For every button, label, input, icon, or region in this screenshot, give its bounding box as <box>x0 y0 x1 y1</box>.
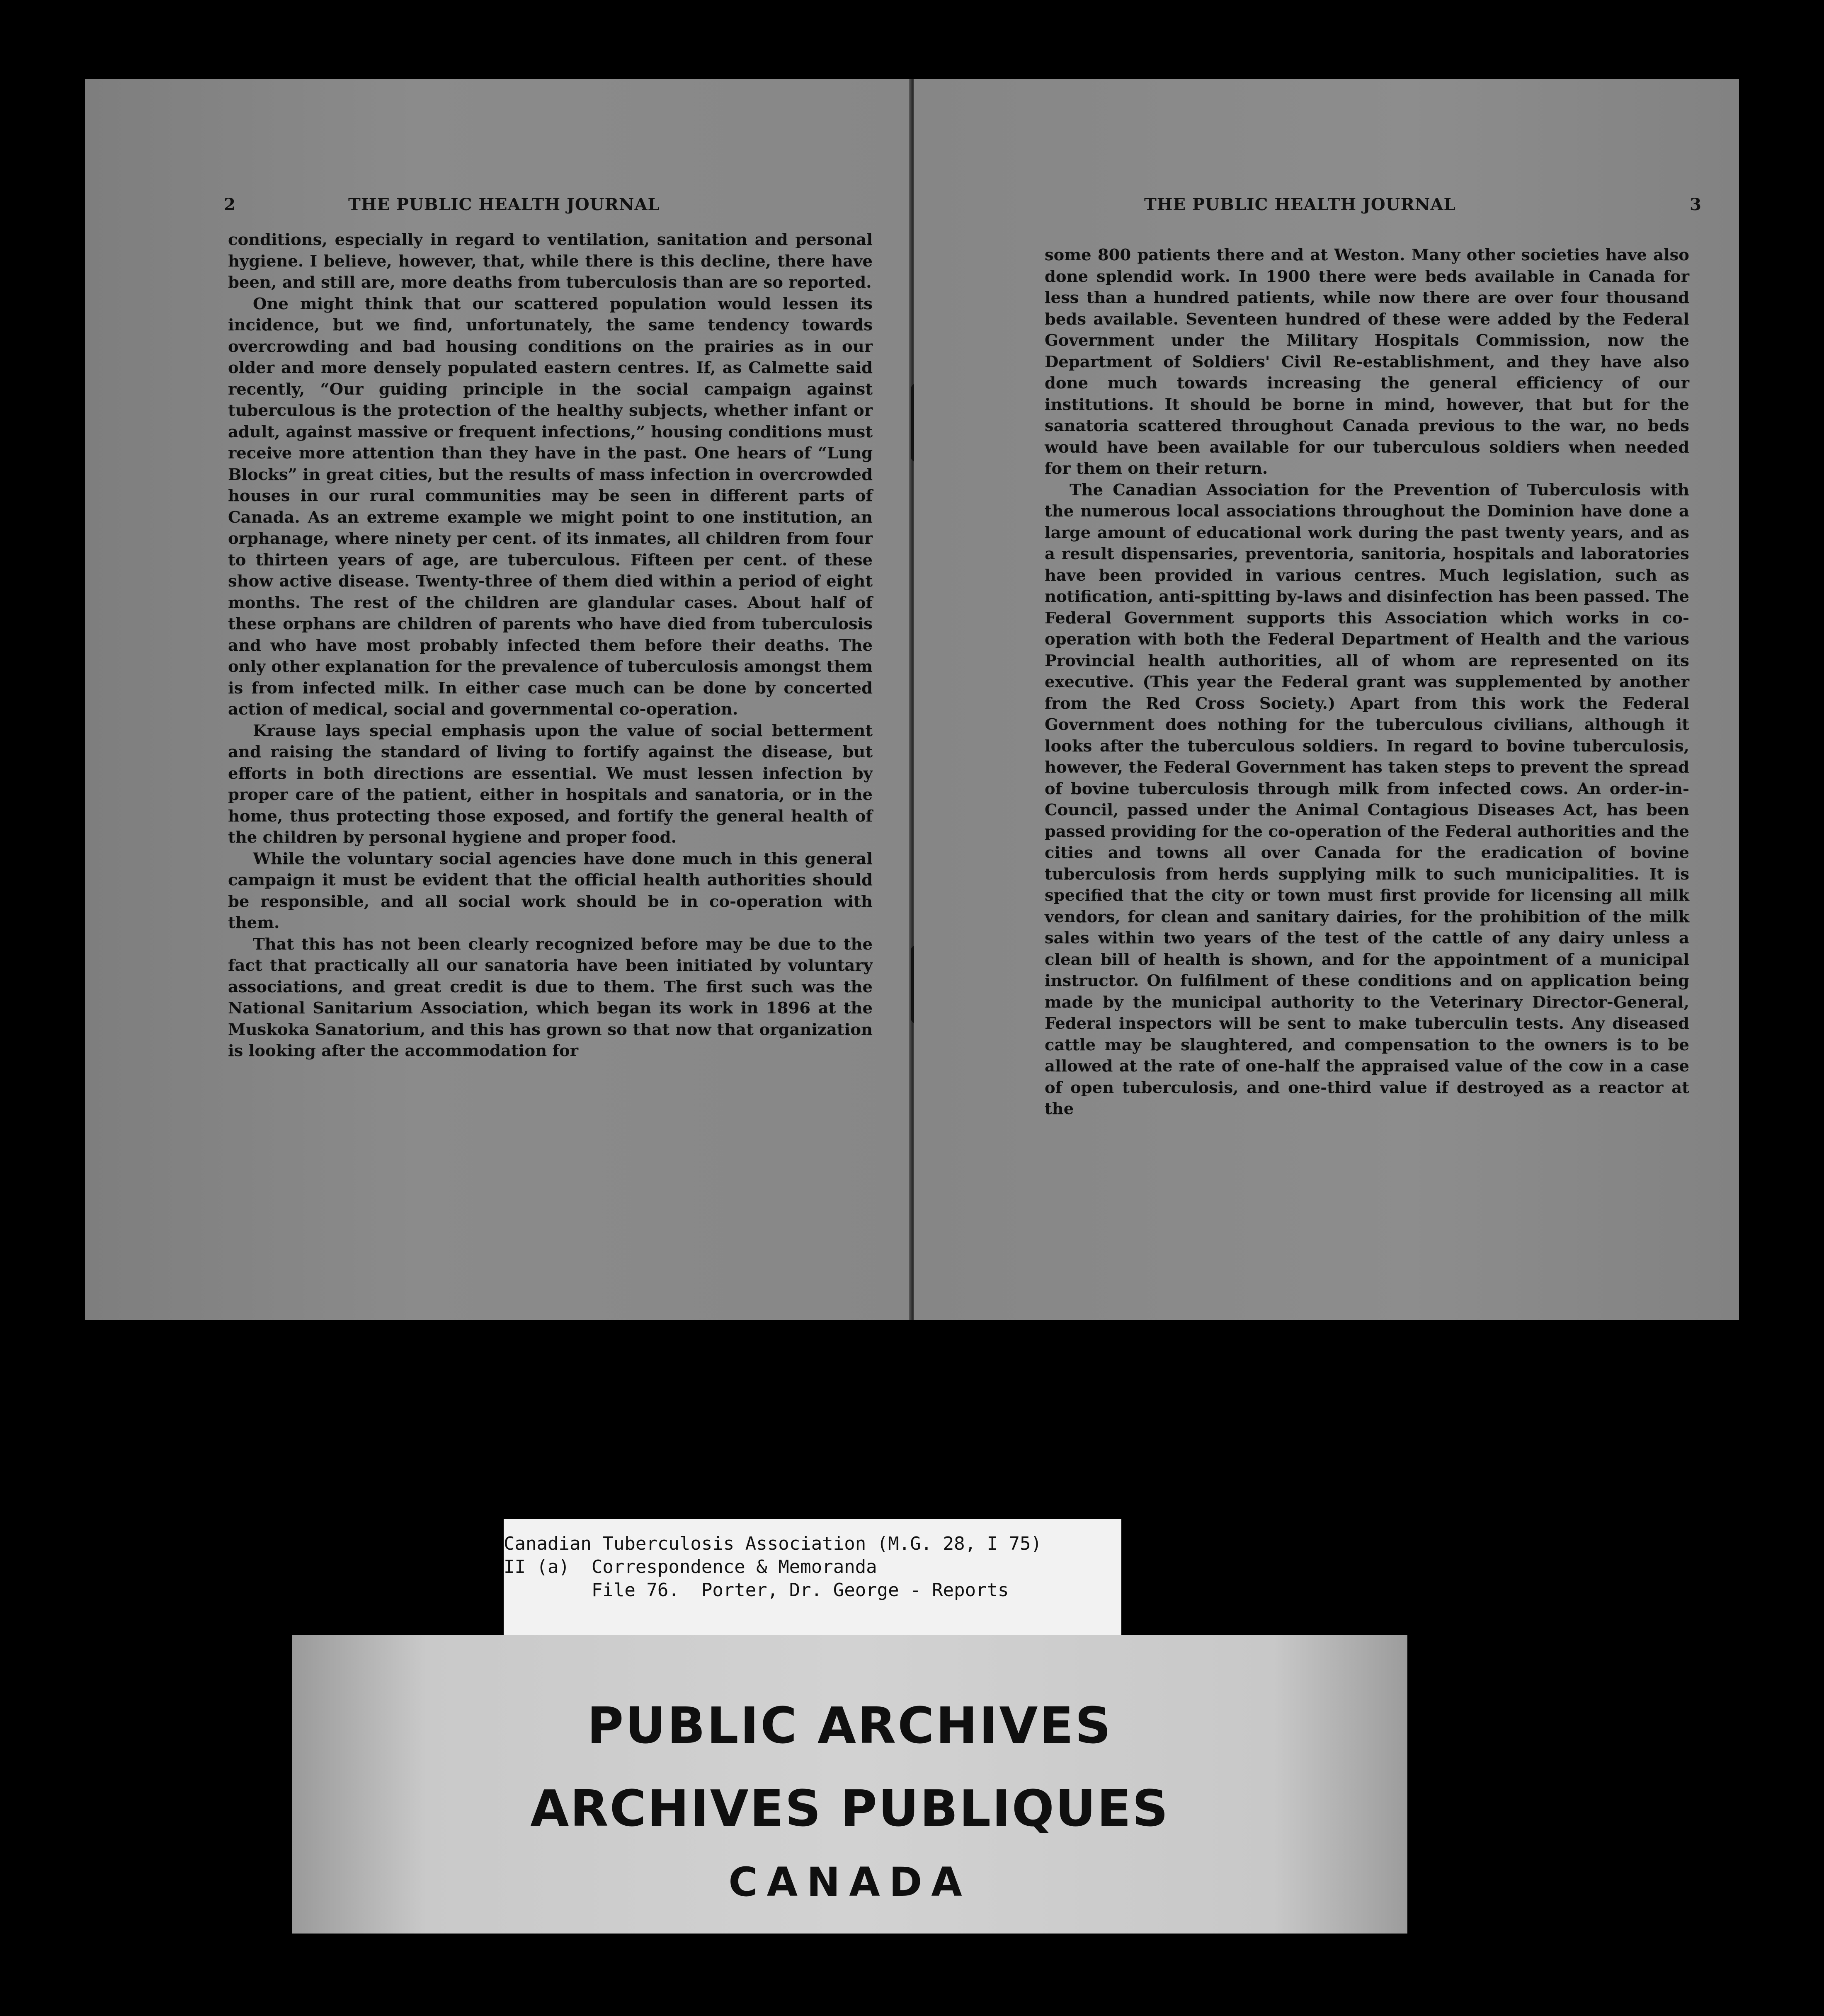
right-body-text <box>1045 245 1689 1120</box>
card-line-series: II (a) Correspondence & Memoranda <box>504 1556 877 1577</box>
left-paragraph: Krause lays special emphasis upon the value of social betterment and raising the standard of living to fortify against the disease, but efforts in both directions are essential. We must lessen infection by proper care of the patient, either in hospitals and sanatoria, or in the home, thus protecting those exposed, and fortify the general health of the children by personal hygiene and proper food. <box>228 721 873 847</box>
right-page <box>914 79 1739 1320</box>
right-paragraph: some 800 patients there and at Weston. Many other societies have also done splendid work. In 1900 there were beds available in Canada for less than a hundred patients, while now there are over four thousand beds available. Seventeen hundred of these were added by the Federal Government under the Military Hospitals Commission, now the Department of Soldiers' Civil Re-establishment, and they have also done much towards increasing the general efficiency of our institutions. It should be borne in mind, however, that but for the sanatoria scattered throughout Canada previous to the war, no beds would have been available for our tuberculous soldiers when needed for them on their return. <box>1045 246 1689 478</box>
banner-public-archives: PUBLIC ARCHIVES <box>587 1697 1113 1755</box>
journal-spread <box>85 79 1739 1320</box>
archives-banner <box>292 1635 1407 1934</box>
left-running-head <box>224 195 879 220</box>
archive-reference-card <box>504 1519 1121 1639</box>
left-paragraph: While the voluntary social agencies have done much in this general campaign it must be evident that the official health authorities should be responsible, and all social work should be in co-operation with them. <box>228 849 873 932</box>
left-body-text <box>228 229 873 1062</box>
card-line-file: File 76. Porter, Dr. George - Reports <box>504 1580 1009 1601</box>
left-page-number: 2 <box>224 195 236 214</box>
right-running-head <box>1144 195 1702 220</box>
left-paragraph: conditions, especially in regard to ventilation, sanitation and personal hygiene. I believe, however, that, while there is this decline, there have been, and still are, more deaths from tuberculosis than are so reported. <box>228 230 873 292</box>
right-paragraph: The Canadian Association for the Prevention of Tuberculosis with the numerous local associations throughout the Dominion have done a large amount of educational work during the past twenty years, and as a result dispensaries, preventoria, sanitoria, hospitals and laboratories have been provided in various centres. Much legislation, such as notification, anti-spitting by-laws and disinfection has been passed. The Federal Government supports this Association which works in co-operation with both the Federal Department of Health and the various Provincial health authorities, all of whom are represented on its executive. (This year the Federal grant was supplemented by another from the Red Cross Society.) Apart from this work the Federal Government does nothing for the tuberculous civilians, although it looks after the tuberculous soldiers. In regard to bovine tuberculosis, however, the Federal Government has taken steps to prevent the spread of bovine tuberculosis through milk from infected cows. An order-in-Council, passed under the Animal Contagious Diseases Act, has been passed providing for the co-operation of the Federal authorities and the cities and towns all over Canada for the eradication of bovine tuberculosis from herds supplying milk to such municipalities. It is specified that the city or town must first provide for licensing all milk vendors, for clean and sanitary dairies, for the prohibition of the milk sales within two years of the test of the cattle of any dairy unless a clean bill of health is shown, and for the appointment of a municipal instructor. On fulfilment of these conditions and on application being made by the municipal authority to the Veterinary Director-General, Federal inspectors will be sent to make tuberculin tests. Any diseased cattle may be slaughtered, and compensation to the owners is to be allowed at the rate of one-half the appraised value of the cow in a case of open tuberculosis, and one-third value if destroyed as a reactor at the <box>1045 480 1689 1118</box>
right-running-title: THE PUBLIC HEALTH JOURNAL <box>1144 195 1456 214</box>
left-page <box>85 79 910 1320</box>
left-paragraph: That this has not been clearly recognized before may be due to the fact that practically all our sanatoria have been initiated by voluntary associations, and great credit is due to them. The first such was the National Sanitarium Association, which began its work in 1896 at the Muskoka Sanatorium, and this has grown so that now that organization is looking after the accommodation for <box>228 935 873 1060</box>
right-page-number: 3 <box>1690 195 1702 214</box>
left-running-title: THE PUBLIC HEALTH JOURNAL <box>348 195 660 214</box>
banner-canada: CANADA <box>728 1859 971 1905</box>
banner-archives-publiques: ARCHIVES PUBLIQUES <box>530 1780 1169 1838</box>
card-line-collection: Canadian Tuberculosis Association (M.G. 28, I 75) <box>504 1533 1042 1554</box>
left-paragraph: One might think that our scattered population would lessen its incidence, but we find, unfortunately, the same tendency towards overcrowding and bad housing conditions on the prairies as in our older and more densely populated eastern centres. If, as Calmette said recently, “Our guiding principle in the social campaign against tuberculous is the protection of the healthy subjects, whether infant or adult, against massive or frequent infections,” housing conditions must receive more attention than they have in the past. One hears of “Lung Blocks” in great cities, but the results of mass infection in overcrowded houses in our rural communities may be seen in different parts of Canada. As an extreme example we might point to one institution, an orphanage, where ninety per cent. of its inmates, all children from four to thirteen years of age, are tuberculous. Fifteen per cent. of these show active disease. Twenty-three of them died within a period of eight months. The rest of the children are glandular cases. About half of these orphans are children of parents who have died from tuberculosis and who have most probably infected them before their deaths. The only other explanation for the prevalence of tuberculosis amongst them is from infected milk. In either case much can be done by concerted action of medical, social and governmental co-operation. <box>228 294 873 719</box>
